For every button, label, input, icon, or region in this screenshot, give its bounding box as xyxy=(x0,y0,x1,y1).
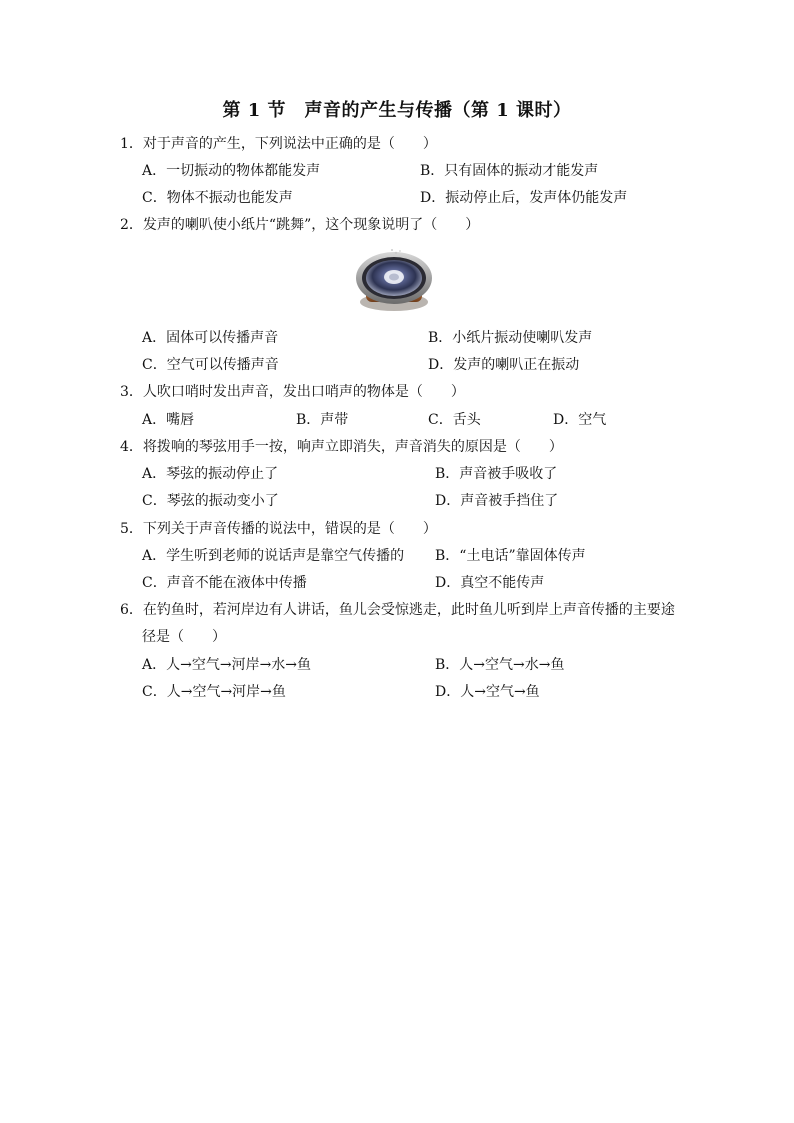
option-c: C．空气可以传播声音 xyxy=(142,357,279,373)
question-stem: 将拨响的琴弦用手一按，响声立即消失，声音消失的原因是（ ） xyxy=(142,439,563,455)
question-stem-continuation: 径是（ ） xyxy=(142,629,226,645)
question-stem: 在钓鱼时，若河岸边有人讲话，鱼儿会受惊逃走，此时鱼儿听到岸上声音传播的主要途 xyxy=(142,602,675,618)
question-stem: 人吹口哨时发出声音，发出口哨声的物体是（ ） xyxy=(142,384,465,400)
question-number: 1． xyxy=(120,136,143,152)
question-1 xyxy=(120,134,437,154)
option-b: B．声音被手吸收了 xyxy=(435,466,558,482)
question-2 xyxy=(120,215,479,235)
question-5 xyxy=(120,519,437,539)
option-b: B．只有固体的振动才能发声 xyxy=(420,163,599,179)
option-b: B．小纸片振动使喇叭发声 xyxy=(428,330,593,346)
option-c: C．人→空气→河岸→鱼 xyxy=(142,684,286,700)
option-a: A．一切振动的物体都能发声 xyxy=(142,163,321,179)
speaker-image xyxy=(352,244,436,314)
option-d: D．真空不能传声 xyxy=(435,575,545,591)
option-c: C．物体不振动也能发声 xyxy=(142,190,293,206)
question-stem: 下列关于声音传播的说法中，错误的是（ ） xyxy=(142,521,437,537)
option-a: A．琴弦的振动停止了 xyxy=(142,466,279,482)
option-d: D．空气 xyxy=(553,412,607,428)
option-a: A．人→空气→河岸→水→鱼 xyxy=(142,657,312,673)
option-d: D．声音被手挡住了 xyxy=(435,493,559,509)
question-number: 2． xyxy=(120,217,143,233)
question-number: 5． xyxy=(120,521,143,537)
page-title: 第 1 节 声音的产生与传播（第 1 课时） xyxy=(222,100,572,121)
option-a: A．固体可以传播声音 xyxy=(142,330,279,346)
option-a: A．嘴唇 xyxy=(142,412,195,428)
question-number: 3． xyxy=(120,384,143,400)
option-d: D．人→空气→鱼 xyxy=(435,684,540,700)
question-number: 4． xyxy=(120,439,143,455)
question-4 xyxy=(120,437,563,457)
question-3 xyxy=(120,382,465,402)
question-number: 6． xyxy=(120,602,143,618)
option-c: C．声音不能在液体中传播 xyxy=(142,575,307,591)
option-a: A．学生听到老师的说话声是靠空气传播的 xyxy=(142,548,405,564)
option-d: D．发声的喇叭正在振动 xyxy=(428,357,580,373)
option-c: C．舌头 xyxy=(428,412,481,428)
option-c: C．琴弦的振动变小了 xyxy=(142,493,279,509)
question-stem: 对于声音的产生，下列说法中正确的是（ ） xyxy=(142,136,437,152)
option-b: B．人→空气→水→鱼 xyxy=(435,657,565,673)
question-6 xyxy=(120,600,675,620)
option-b: B．“土电话”靠固体传声 xyxy=(435,548,586,564)
option-b: B．声带 xyxy=(296,412,349,428)
option-d: D．振动停止后，发声体仍能发声 xyxy=(420,190,628,206)
question-stem: 发声的喇叭使小纸片“跳舞”，这个现象说明了（ ） xyxy=(142,217,480,233)
